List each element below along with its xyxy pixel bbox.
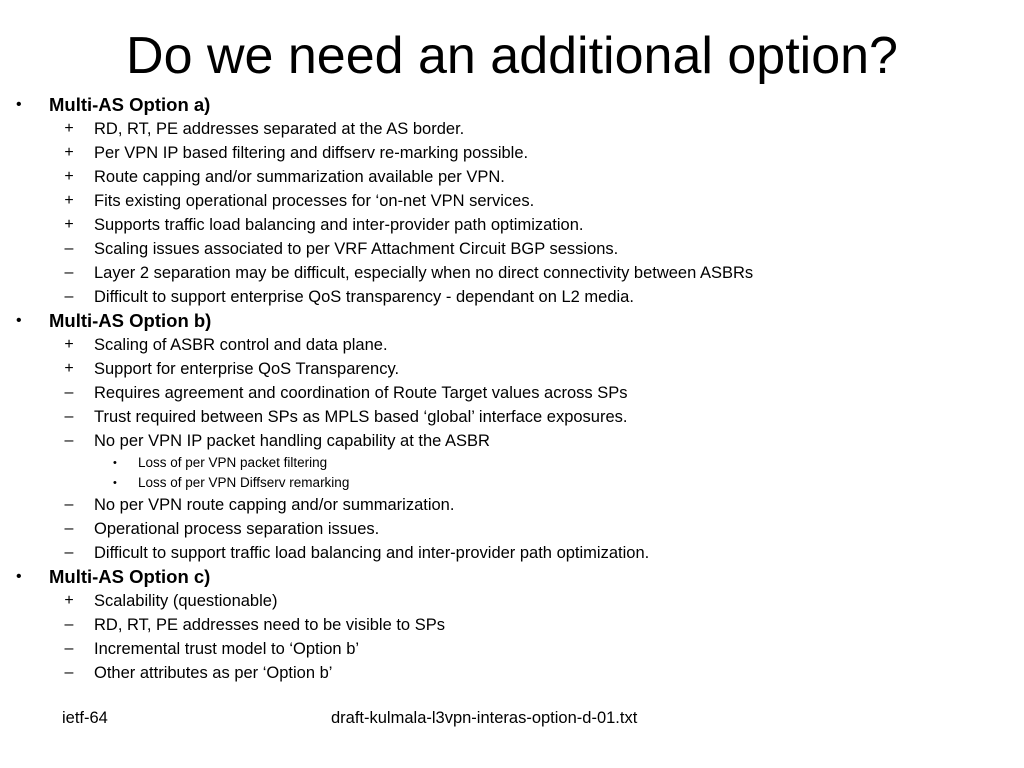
list-item-text: Scaling issues associated to per VRF Attachment Circuit BGP sessions. [94, 240, 619, 258]
dash-icon: – [64, 616, 74, 633]
list-item [0, 261, 1024, 285]
section-heading-text: Multi-AS Option c) [49, 566, 211, 587]
plus-icon: + [64, 192, 74, 209]
list-item-text: Incremental trust model to ‘Option b’ [94, 640, 360, 658]
slide-title: Do we need an additional option? [126, 27, 898, 85]
list-item-text: Scaling of ASBR control and data plane. [94, 336, 388, 354]
section-heading [0, 565, 1024, 589]
plus-icon: + [64, 144, 74, 161]
list-item [0, 661, 1024, 685]
sub-list-item [0, 473, 1024, 493]
bullet-icon: • [113, 477, 117, 489]
list-item [0, 357, 1024, 381]
section-heading-text: Multi-AS Option b) [49, 310, 212, 331]
plus-icon: + [64, 168, 74, 185]
list-item [0, 429, 1024, 453]
plus-icon: + [64, 216, 74, 233]
list-item [0, 637, 1024, 661]
section-heading [0, 309, 1024, 333]
list-item [0, 405, 1024, 429]
dash-icon: – [64, 496, 74, 513]
plus-icon: + [64, 120, 74, 137]
list-item-text: Support for enterprise QoS Transparency. [94, 360, 400, 378]
dash-icon: – [64, 408, 74, 425]
list-item-text: Trust required between SPs as MPLS based ‘global’ interface exposures. [94, 408, 628, 426]
list-item-text: Scalability (questionable) [94, 592, 278, 610]
footer-document-name: draft-kulmala-l3vpn-interas-option-d-01.txt [331, 709, 638, 727]
list-item-text: No per VPN IP packet handling capability at the ASBR [94, 432, 490, 450]
dash-icon: – [64, 640, 74, 657]
list-item-text: Difficult to support traffic load balancing and inter-provider path optimization. [94, 544, 650, 562]
list-item-text: Layer 2 separation may be difficult, especially when no direct connectivity between ASBRs [94, 264, 754, 282]
bullet-icon: • [113, 457, 117, 469]
slide-content [0, 93, 1024, 685]
dash-icon: – [64, 520, 74, 537]
section-heading [0, 93, 1024, 117]
list-item [0, 613, 1024, 637]
section-heading-text: Multi-AS Option a) [49, 94, 211, 115]
dash-icon: – [64, 664, 74, 681]
dash-icon: – [64, 240, 74, 257]
dash-icon: – [64, 288, 74, 305]
list-item-text: Other attributes as per ‘Option b’ [94, 664, 333, 682]
list-item [0, 285, 1024, 309]
list-item [0, 213, 1024, 237]
list-item-text: Per VPN IP based filtering and diffserv re-marking possible. [94, 144, 529, 162]
list-item [0, 237, 1024, 261]
sub-list-item-text: Loss of per VPN Diffserv remarking [138, 475, 350, 490]
list-item-text: Supports traffic load balancing and inter-provider path optimization. [94, 216, 584, 234]
list-item [0, 141, 1024, 165]
list-item [0, 381, 1024, 405]
list-item-text: Fits existing operational processes for ‘on-net VPN services. [94, 192, 535, 210]
dash-icon: – [64, 544, 74, 561]
list-item [0, 517, 1024, 541]
list-item [0, 165, 1024, 189]
bullet-icon: • [16, 312, 22, 329]
plus-icon: + [64, 592, 74, 609]
list-item-text: RD, RT, PE addresses need to be visible to SPs [94, 616, 445, 634]
list-item [0, 589, 1024, 613]
plus-icon: + [64, 360, 74, 377]
dash-icon: – [64, 264, 74, 281]
list-item [0, 333, 1024, 357]
list-item [0, 117, 1024, 141]
dash-icon: – [64, 432, 74, 449]
dash-icon: – [64, 384, 74, 401]
list-item [0, 189, 1024, 213]
list-item-text: RD, RT, PE addresses separated at the AS border. [94, 120, 465, 138]
footer-left-text: ietf-64 [62, 709, 108, 727]
plus-icon: + [64, 336, 74, 353]
list-item-text: Requires agreement and coordination of Route Target values across SPs [94, 384, 628, 402]
bullet-icon: • [16, 96, 22, 113]
list-item-text: Difficult to support enterprise QoS transparency - dependant on L2 media. [94, 288, 634, 306]
list-item [0, 493, 1024, 517]
bullet-icon: • [16, 568, 22, 585]
list-item-text: Route capping and/or summarization available per VPN. [94, 168, 505, 186]
sub-list-item [0, 453, 1024, 473]
list-item-text: Operational process separation issues. [94, 520, 380, 538]
sub-list-item-text: Loss of per VPN packet filtering [138, 455, 328, 470]
list-item-text: No per VPN route capping and/or summarization. [94, 496, 455, 514]
list-item [0, 541, 1024, 565]
